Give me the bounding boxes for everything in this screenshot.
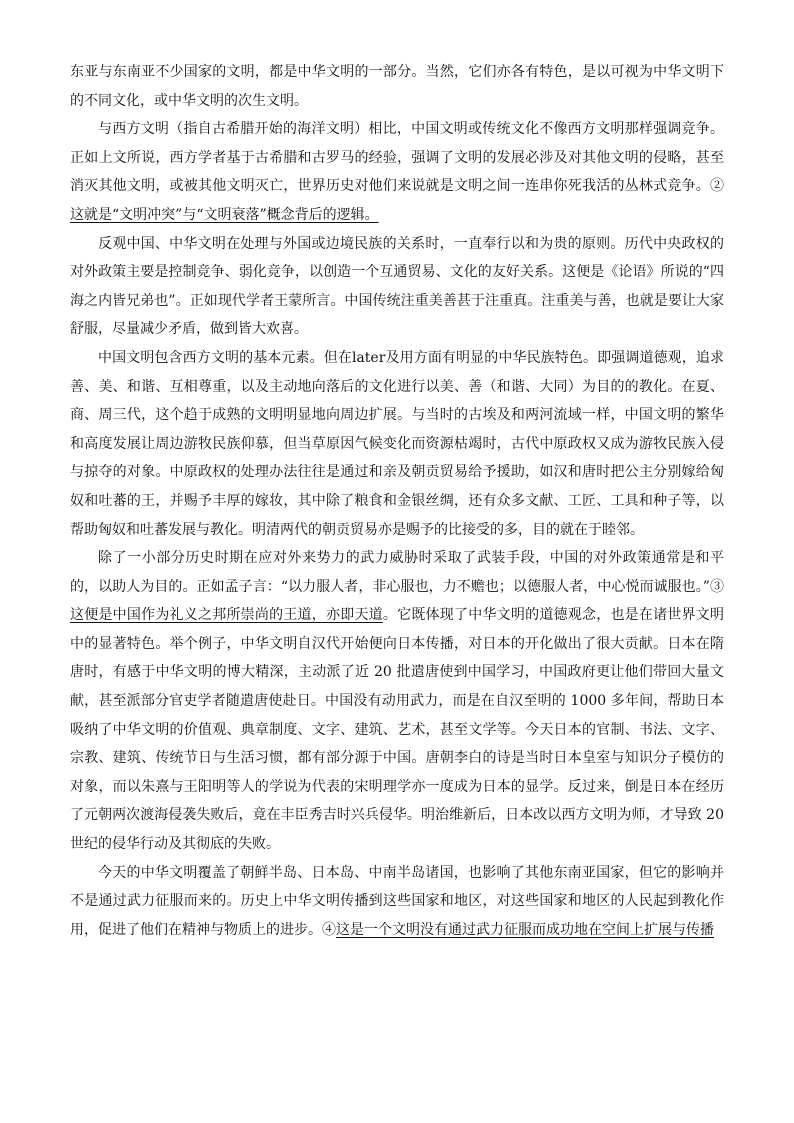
- text-segment: 今天的中华文明覆盖了朝鲜半岛、日本岛、中南半岛诸国，也影响了其他东南亚国家，但它的影响并不是通过武力征服而来的。历史上中华文明传播到这些国家和地区，对这些国家和地区的人民起到教化作用，促进了他们在精神与物质上的进步。④: [70, 864, 724, 938]
- underlined-sentence-2: 这就是“文明冲突”与“文明衰落”概念背后的逻辑。: [70, 206, 379, 223]
- paragraph-5: [70, 544, 724, 859]
- text-segment: 。它既体现了中华文明的道德观念，也是在诸世界文明中的显著特色。举个例子，中华文明自汉代开始便向日本传播，对日本的开化做出了很大贡献。日本在隋唐时，有感于中华文明的博大精深，主动派了近 20 批遣唐使到中国学习，中国政府更让他们带回大量文献，甚至派部分官吏学者随遣唐使赴日。中国没有动用武力，而是在自汉至明的 1000 多年间，帮助日本吸纳了中华文明的价值观、典章制度、文字、建筑、艺术，甚至文学等。今天日本的官制、书法、文字、宗教、建筑、传统节日与生活习惯，都有部分源于中国。唐朝李白的诗是当时日本皇室与知识分子模仿的对象，而以朱熹与王阳明等人的学说为代表的宋明理学亦一度成为日本的显学。反过来，倒是日本在经历了元朝两次渡海侵袭失败后，竟在丰臣秀吉时兴兵侵华。明治维新后，日本改以西方文明为师，才导致 20 世纪的侵华行动及其彻底的失败。: [70, 607, 725, 853]
- text-segment: 除了一小部分历史时期在应对外来势力的武力威胁时采取了武装手段，中国的对外政策通常是和平的，以助人为目的。正如孟子言：“以力服人者，非心服也，力不赡也；以德服人者，中心悦而诚服也。”③: [70, 550, 724, 595]
- document-body: [70, 58, 724, 944]
- paragraph-3: [70, 230, 724, 344]
- text-segment: 反观中国、中华文明在处理与外国或边境民族的关系时，一直奉行以和为贵的原则。历代中央政权的对外政策主要是控制竞争、弱化竞争，以创造一个互通贸易、文化的友好关系。这便是《论语》所说的“四海之内皆兄弟也”。正如现代学者王蒙所言。中国传统注重美善甚于注重真。注重美与善，也就是要让大家舒服，尽量减少矛盾，做到皆大欢喜。: [70, 235, 724, 338]
- text-segment: 中国文明包含西方文明的基本元素。但在later及用方面有明显的中华民族特色。即强调道德观，追求善、美、和谐、互相尊重，以及主动地向落后的文化进行以美、善（和谐、大同）为目的的教化。在夏、商、周三代，这个趋于成熟的文明明显地向周边扩展。与当时的古埃及和两河流域一样，中国文明的繁华和高度发展让周边游牧民族仰慕，但当草原因气候变化而资源枯竭时，古代中原政权又成为游牧民族入侵与掠夺的对象。中原政权的处理办法往往是通过和亲及朝贡贸易给予援助，如汉和唐时把公主分别嫁给匈奴和吐蕃的王，并赐予丰厚的嫁妆，其中除了粮食和金银丝绸，还有众多文献、工匠、工具和种子等，以帮助匈奴和吐蕃发展与教化。明清两代的朝贡贸易亦是赐予的比接受的多，目的就在于睦邻。: [70, 349, 724, 538]
- paragraph-4: [70, 344, 724, 544]
- text-segment: 东亚与东南亚不少国家的文明，都是中华文明的一部分。当然，它们亦各有特色，是以可视为中华文明下的不同文化，或中华文明的次生文明。: [70, 64, 724, 109]
- paragraph-2: [70, 115, 724, 229]
- paragraph-1: [70, 58, 724, 115]
- paragraph-6: [70, 859, 724, 945]
- underlined-sentence-3: 这便是中国作为礼义之邦所崇尚的王道，亦即天道: [70, 607, 383, 624]
- underlined-sentence-4: 这是一个文明没有通过武力征服而成功地在空间上扩展与传播: [336, 921, 714, 938]
- text-segment: 与西方文明（指自古希腊开始的海洋文明）相比，中国文明或传统文化不像西方文明那样强调竞争。正如上文所说，西方学者基于古希腊和古罗马的经验，强调了文明的发展必涉及对其他文明的侵略，甚至消灭其他文明，或被其他文明灭亡，世界历史对他们来说就是文明之间一连串你死我活的丛林式竞争。②: [70, 121, 724, 195]
